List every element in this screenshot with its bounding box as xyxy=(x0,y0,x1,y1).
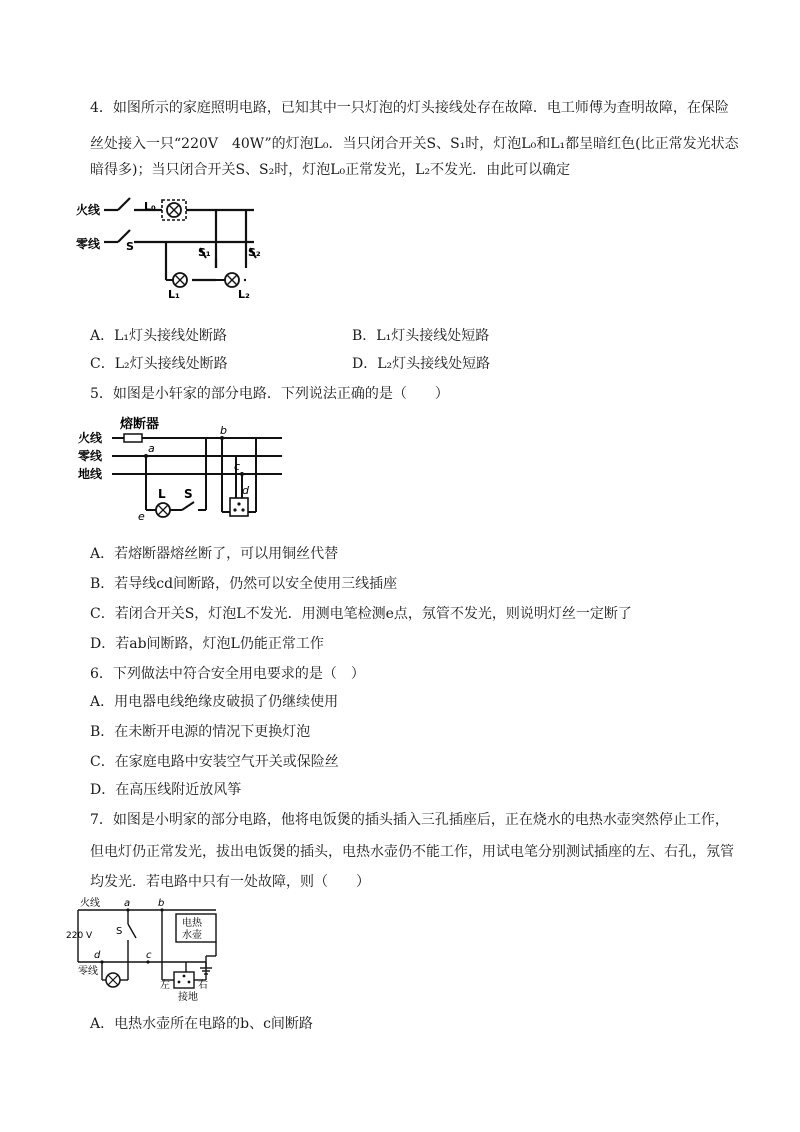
q4-fig-live: 火线 xyxy=(76,203,101,217)
q4-fig-neutral: 零线 xyxy=(76,237,101,251)
q4-stem-line-1: 4．如图所示的家庭照明电路，已知其中一只灯泡的灯头接线处存在故障．电工师傅为查明故障，在保险 xyxy=(90,100,729,116)
q5-fig-l: L xyxy=(158,487,166,501)
q4-option-a: A．L₁灯头接线处断路 xyxy=(90,328,228,344)
q5-stem: 5．如图是小轩家的部分电路．下列说法正确的是（ ） xyxy=(90,386,449,402)
q4-option-d: D．L₂灯头接线处短路 xyxy=(352,356,491,372)
q7-fig-kettle-line-2: 水壶 xyxy=(182,930,202,941)
q5-fig-a: a xyxy=(148,442,155,455)
q7-fig-b: b xyxy=(158,898,165,909)
q4-fig-l0: L₀ xyxy=(144,200,156,213)
q4-stem-line-3: 暗得多)；当只闭合开关S、S₂时，灯泡L₀正常发光，L₂不发光．由此可以确定 xyxy=(90,162,571,178)
q6-option-a: A．用电器电线绝缘皮破损了仍继续使用 xyxy=(90,694,339,710)
q7-fig-left: 左 xyxy=(160,980,170,991)
q4-fig-s1: S₁ xyxy=(198,246,211,259)
q7-fig-voltage: 220 V xyxy=(66,931,93,941)
q5-fig-fuse: 熔断器 xyxy=(120,417,160,432)
q6-option-c: C．在家庭电路中安装空气开关或保险丝 xyxy=(90,754,339,770)
q5-fig-d: d xyxy=(242,484,249,497)
q5-option-b: B．若导线cd间断路，仍然可以安全使用三线插座 xyxy=(90,576,398,592)
q7-fig-d: d xyxy=(94,950,101,961)
q6-option-d: D．在高压线附近放风筝 xyxy=(90,782,242,798)
q4-option-c: C．L₂灯头接线处断路 xyxy=(90,356,228,372)
q5-fig-neutral: 零线 xyxy=(78,449,103,463)
q7-fig-a: a xyxy=(124,898,131,909)
q7-fig-live: 火线 xyxy=(80,898,100,909)
q4-circuit-diagram xyxy=(76,188,276,300)
q4-option-b: B．L₁灯头接线处短路 xyxy=(352,328,490,344)
q5-fig-s: S xyxy=(184,487,193,501)
q7-option-a: A．电热水壶所在电路的b、c间断路 xyxy=(90,1016,313,1032)
q7-fig-c: c xyxy=(146,950,152,961)
q5-circuit-diagram xyxy=(76,412,286,526)
q4-stem-line-2: 丝处接入一只“220V 40W”的灯泡L₀．当只闭合开关S、S₁时，灯泡L₀和L₁都呈暗红色(比正常发光状态 xyxy=(90,136,739,152)
q5-fig-ground: 地线 xyxy=(78,467,103,481)
q5-fig-c: c xyxy=(234,460,241,473)
q7-fig-kettle-line-1: 电热 xyxy=(182,918,202,929)
q4-fig-l1: L₁ xyxy=(168,288,180,300)
q5-fig-live: 火线 xyxy=(78,431,103,445)
q7-circuit-diagram xyxy=(66,896,226,1002)
q4-fig-l2: L₂ xyxy=(238,288,250,300)
q5-option-d: D．若ab间断路，灯泡L仍能正常工作 xyxy=(90,636,324,652)
q7-stem-line-1: 7．如图是小明家的部分电路，他将电饭煲的插头插入三孔插座后，正在烧水的电热水壶突然停止工作， xyxy=(90,812,729,828)
q7-fig-right: 右 xyxy=(198,980,208,991)
q5-fig-e: e xyxy=(138,510,145,523)
q7-stem-line-3: 均发光．若电路中只有一处故障，则（ ） xyxy=(90,874,370,890)
q7-stem-line-2: 但电灯仍正常发光，拔出电饭煲的插头，电热水壶仍不能工作，用试电笔分别测试插座的左、右孔，氖管 xyxy=(90,844,734,860)
q6-stem: 6．下列做法中符合安全用电要求的是（ ） xyxy=(90,666,365,682)
q7-fig-earth: 接地 xyxy=(178,992,198,1002)
q4-fig-s: S xyxy=(126,240,134,253)
q4-fig-s2: S₂ xyxy=(248,246,261,259)
q5-option-c: C．若闭合开关S，灯泡L不发光．用测电笔检测e点，氖管不发光，则说明灯丝一定断了 xyxy=(90,606,632,622)
q5-option-a: A．若熔断器熔丝断了，可以用铜丝代替 xyxy=(90,546,339,562)
q5-fig-b: b xyxy=(220,424,227,437)
q7-fig-neutral: 零线 xyxy=(78,966,98,977)
q7-fig-s: S xyxy=(116,926,123,937)
q6-option-b: B．在未断开电源的情况下更换灯泡 xyxy=(90,724,311,740)
